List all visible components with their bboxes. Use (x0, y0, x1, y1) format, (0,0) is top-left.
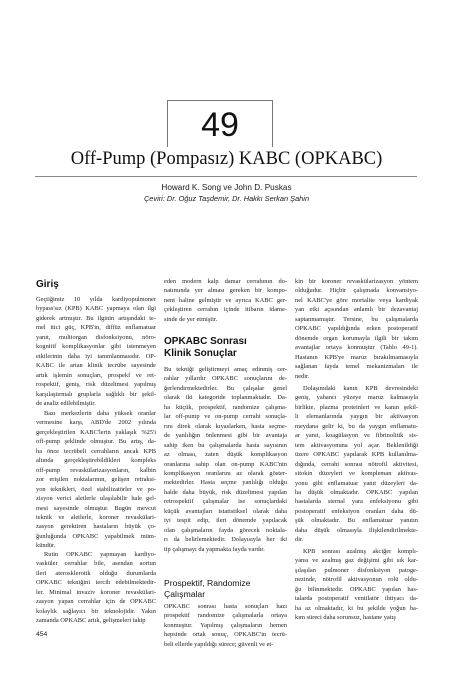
text-line: şılaşılan pulmoner disfonksiyon patoge- (295, 566, 418, 574)
heading-line: OPKABC Sonrası (164, 336, 247, 347)
text-line: geniş, yabancı yüzeye maruz kalmasıyla (295, 394, 418, 402)
paragraph (164, 602, 287, 649)
text-line: Geçtiğimiz 10 yılda kardiyopulmoner (36, 296, 156, 303)
text-line: li elemanlarında yaygın bir aktivasyon (295, 413, 418, 421)
text-line: sağlanan fayda temel mekanizmaları ile (295, 363, 418, 371)
text-line: çekleştiren cerrahın içinde itibarın idame- (164, 306, 287, 314)
text-line: olan çalışmaların fayda görecek noktala- (164, 526, 287, 534)
text-line: prospektif randomize çalışmalarla ortaya (164, 612, 287, 620)
heading-line: Çalışmalar (164, 588, 206, 599)
text-line: ha düşük olmaktadır. OPKABC yapılan (295, 488, 418, 496)
paragraph (295, 277, 418, 381)
page-number: 454 (36, 631, 48, 638)
text-line: konmuştur. Yapılmış çalışmaların hemen (164, 621, 287, 629)
text-line: kin bir koroner revaskülarizasyon yöntem (295, 278, 418, 285)
text-line: yonu gibi enflamatuar yanıt düzeyleri da- (295, 479, 418, 487)
paragraph (36, 550, 156, 626)
text-line: ha önce tecrübeli cerrahların ancak KPB (36, 447, 156, 455)
text-line: postoperatif enfeksiyon oranları daha dü- (295, 507, 418, 515)
text-line: olduğudur. Hiçbir çalışmada konvansiyo- (295, 287, 418, 295)
text-line: mektedirler. Hasta seçme yanlılığı olduğu (164, 479, 287, 487)
text-line: meydana gelir ki, bu da yaygın enflamatu- (295, 422, 418, 430)
text-line: ğunluğunda OPKABC yapabilmek müm- (36, 532, 156, 540)
text-line: daha düşük olmasıyla ilişkilendirilmekte- (295, 526, 418, 534)
text-line: zisyon verici aletlerle ulaşılabilir hale gel- (36, 495, 156, 503)
text-line: birlikte, plazma proteinleri ve kanın şekil- (295, 403, 418, 411)
text-line: kündür. (36, 542, 56, 550)
subheading-prospektif (164, 578, 250, 599)
text-line: zamanda OPKABC artık, gelişmeleri takip (36, 617, 146, 625)
paragraph (164, 277, 287, 324)
text-line: KABC ile artan klinik tecrübe sayesinde (36, 362, 156, 370)
text-line: dir. (295, 536, 304, 544)
text-line: off-pump revaskülarizasyonların, kalbin (36, 466, 156, 474)
text-line: de yanlılığın önlenmesi gibi bir avantaja (164, 432, 287, 440)
text-line: Bazı merkezlerin daha yüksek oranlar (44, 410, 156, 417)
text-line: zasyon gerektiren hastaların büyük ço- (36, 523, 156, 531)
text-line: OPKABC tekniğini tercih edebilmektedir- (36, 579, 156, 587)
text-line: rahlar yıllardır OPKABC sonuçlarını de- (164, 375, 287, 383)
text-line: mesi sayesinde olmuştur. Bugün mevcut (36, 504, 156, 512)
text-line: nedir. (295, 372, 310, 380)
text-line: gerçekleştirilen KABC'lerin yaklaşık %25'i (36, 428, 156, 436)
text-line: oranlarına sahip olan on-pump KABC'nin (164, 460, 287, 468)
text-line: retrospektif çalışmalar ise sonuçlardaki (164, 498, 287, 506)
text-line: üzere OPKABC yapılarak KPB kullanılma- (295, 451, 418, 459)
text-line: ha küçük, prospektif, randomize çalışma- (164, 403, 287, 411)
text-line: mel itici güç, KPB'in, diffüz enflamatuar (36, 324, 156, 332)
text-line: bypass'sız (KPB) KABC yapmaya olan ilgi (36, 305, 156, 313)
title-rule (35, 176, 417, 177)
chapter-title: Off-Pump (Pompasız) KABC (OPKABC) (70, 149, 383, 169)
text-line: Rutin OPKABC yapmayan kardiyo- (44, 551, 156, 558)
paragraph (36, 295, 156, 408)
text-line: giderek artmıştır. Bu ilginin artışındaki te- (36, 314, 156, 322)
text-line: ğu bilinmektedir. OPKABC yapılan has- (295, 585, 418, 593)
text-line: kolaylık sağlayıcı bir teknolojidir. Yakın (36, 607, 156, 615)
text-line: zasyon yapan cerrahlar için de OPKABC (36, 598, 156, 606)
text-line: şük olmaktadır. Bu enflamatuar yanıtın (295, 517, 418, 525)
text-line: beli ellerde yapıldığı sürece; güvenli ve et- (164, 640, 274, 648)
text-line: yan etki açısından anlamlı bir dezavantaj (295, 306, 418, 314)
text-line: nezinde, nötrofil aktivasyonun rolü oldu- (295, 576, 418, 584)
chapter-number: 49 (201, 106, 239, 144)
text-line: sitokin düzeyleri ve kompleman aktivas- (295, 470, 418, 478)
text-line: yon teknikleri, özel stabilizatörler ve po- (36, 485, 156, 493)
text-line: yanıt, multiorgan disfonksiyonu, nöro- (36, 333, 156, 341)
text-line: altında gerçekleştirebildikleri kompleks (36, 457, 156, 465)
text-line: etkilerinin daha iyi tanımlanmasıdır. OP- (36, 352, 156, 360)
text-line: lar off-pump ve on-pump cerrahi sonuçla- (164, 413, 287, 421)
text-line: talarda postoperatif ventilatör ihtiyacı da- (295, 595, 418, 603)
paragraph (295, 547, 418, 623)
text-line: Dolaşımdaki kanın KPB devresindeki (303, 385, 418, 392)
paragraph (164, 365, 287, 554)
text-line: dığında, cerrahi sonrası nötrofil aktivitesi, (295, 460, 418, 468)
chapter-number-box (167, 100, 273, 147)
text-line: küçük avantajları istatistiksel olarak daha (164, 507, 287, 515)
text-line: tem aktivasyonuna yol açar. Beklenildiği (295, 441, 418, 449)
text-line: hepsinde ortak sonuç, OPKABC'in tecrü- (164, 631, 287, 639)
text-line: dönemde organ korumayla ilgili bir takım (295, 334, 418, 342)
text-line: rospektif, geniş, risk düzeltmesi yapılmış (36, 381, 156, 389)
text-line: ileri aterosklerotik olduğu durumlarda (36, 569, 156, 577)
text-line: de analiz edilebilmiştir. (36, 399, 96, 407)
text-line: olarak iki kategoride toplanmaktadır. Da- (164, 394, 287, 402)
text-line: vasküler cerrahlar bile, asendan aortun (36, 560, 156, 568)
section-heading-klinik-sonuclar (164, 336, 247, 360)
text-line: OPKABC sonrası hasta sonuçları hazı (164, 603, 287, 610)
heading-line: Klinik Sonuçlar (164, 348, 237, 359)
text-line: zor erişilen noktalarının, gelişen retraksi- (36, 476, 156, 484)
text-line: ğerlendirmektedirler. Bu çalışalar genel (164, 384, 287, 392)
text-line: komplikasyon oranlarını az olarak göster- (164, 469, 287, 477)
text-line: kım süreci daha sorunsuz, hastane yatış (295, 614, 396, 622)
text-line: rı da belirlemektedir. Dolayısıyla her iki (164, 536, 287, 544)
text-line: eden modern kalp damar cerrahının do- (164, 278, 287, 285)
text-line: off-pump şeklinde olmuştur. Bu artış, da- (36, 438, 156, 446)
text-line: nent haline gelmiştir ve ayrıca KABC ger- (164, 296, 287, 304)
paragraph (295, 384, 418, 545)
text-line: hastalarda sternal yara enfeksiyonu gibi (295, 498, 418, 506)
text-line: avantajlar ortaya konmuştur (Tablo 49-1). (295, 344, 418, 352)
text-line: sinde de yer etmiştir. (164, 315, 218, 323)
text-line: ar yanıt, koagülasyon ve fibrinolitik sis- (295, 432, 418, 440)
text-line: natımında yer alması gereken bir kompo- (164, 287, 287, 295)
text-line: Hastanın KPB'ye maruz bırakılmamasıyla (295, 353, 418, 361)
section-heading-giris: Giriş (36, 279, 59, 290)
text-line: yansı ve azalmış gaz değişimi gibi sık kar- (295, 557, 418, 565)
text-line: ha az olmaktadır, ki bu şekilde yoğun ba- (295, 604, 418, 612)
text-line: KPB sonrası azalmış akciğer komplı- (303, 548, 418, 555)
text-line: az olması, zaten düşük komplikasyon (164, 451, 287, 459)
text-line: halde daha büyük, risk düzeltmesi yapılan (164, 488, 287, 496)
text-line: saptanmamıştır. Tersine, bu çalışmalarda (295, 315, 418, 323)
text-line: OPKABC yapıldığında erken postoperatif (295, 325, 418, 333)
paragraph (36, 409, 156, 551)
text-line: iyi tespit edip, ileri dönemde yapılacak (164, 517, 287, 525)
text-line: nel KABC'ye göre mortalite veya kardiyak (295, 296, 418, 304)
text-line: Bu tekniği geliştirmeyi amaç edinmiş cer- (164, 366, 287, 373)
authors: Howard K. Song ve John D. Puskas (161, 183, 292, 192)
text-line: sahip iken bu çalışmalarda hasta sayısının (164, 441, 287, 449)
text-line: artık işlemin sonuçları, prospekf ve ret- (36, 371, 156, 379)
text-line: karşılaştırmalı gruplarla sağlıklı bir şekil- (36, 390, 156, 398)
text-line: teknik ve aletlerle, koroner revaskülari- (36, 513, 156, 521)
text-line: vermesine karşı, ABD'de 2002 yılında (36, 419, 156, 427)
text-line: kognitif komplikasyonlar gibi istenmeyen (36, 343, 156, 351)
text-line: ler. Minimal invaziv koroner revaskülari- (36, 588, 156, 596)
heading-line: Prospektif, Randomize (164, 578, 251, 588)
translators: Çeviri: Dr. Oğuz Taşdemir, Dr. Hakkı Serkan Şahin (143, 194, 310, 203)
text-line: tip çalışmayı da yapmakta fayda vardır. (164, 545, 265, 553)
text-line: rını direk olarak kıyaslarken, hasta seçme- (164, 422, 287, 430)
